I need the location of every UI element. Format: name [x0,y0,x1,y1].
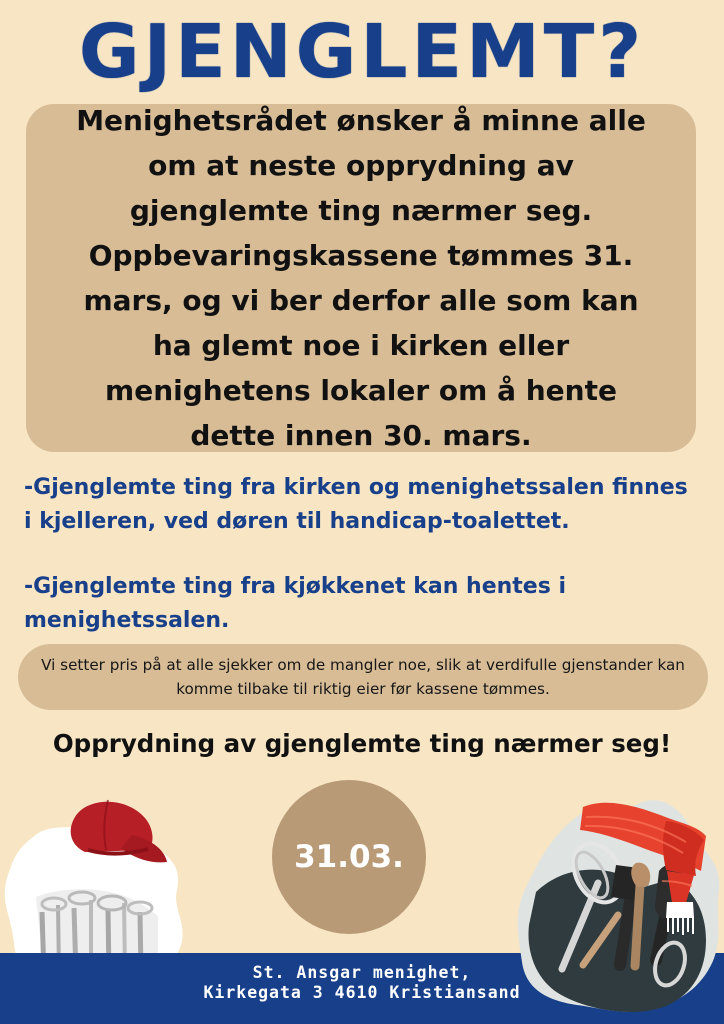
info-item-church-hall: -Gjenglemte ting fra kirken og menighetssalen finnes i kjelleren, ved døren til handicap-toalettet. [24,475,688,534]
subhead: Opprydning av gjenglemte ting nærmer seg! [52,729,672,758]
date-circle [272,780,426,934]
footer-address [0,963,724,1003]
info-item-kitchen: -Gjenglemte ting fra kjøkkenet kan hentes i menighetssalen. [24,574,567,633]
main-message: Menighetsrådet ønsker å minne alle om at neste opprydning av gjenglemte ting nærmer seg. Oppbevaringskassene tømmes 31. mars, og vi ber derfor alle som kan ha glemt noe i kirken eller menighetens lokaler om å hente dette innen 30. mars. [76,104,646,452]
footer-line-1: St. Ansgar menighet, [252,963,472,982]
note-box: Vi setter pris på at alle sjekker om de mangler noe, slik at verdifulle gjenstander kan komme tilbake til riktig eier før kassene tømmes. [18,644,708,710]
main-message-box [26,104,696,452]
footer-line-2: Kirkegata 3 4610 Kristiansand [203,983,521,1002]
date-label: 31.03. [294,839,404,875]
page-title: GJENGLEMT? [78,9,646,95]
